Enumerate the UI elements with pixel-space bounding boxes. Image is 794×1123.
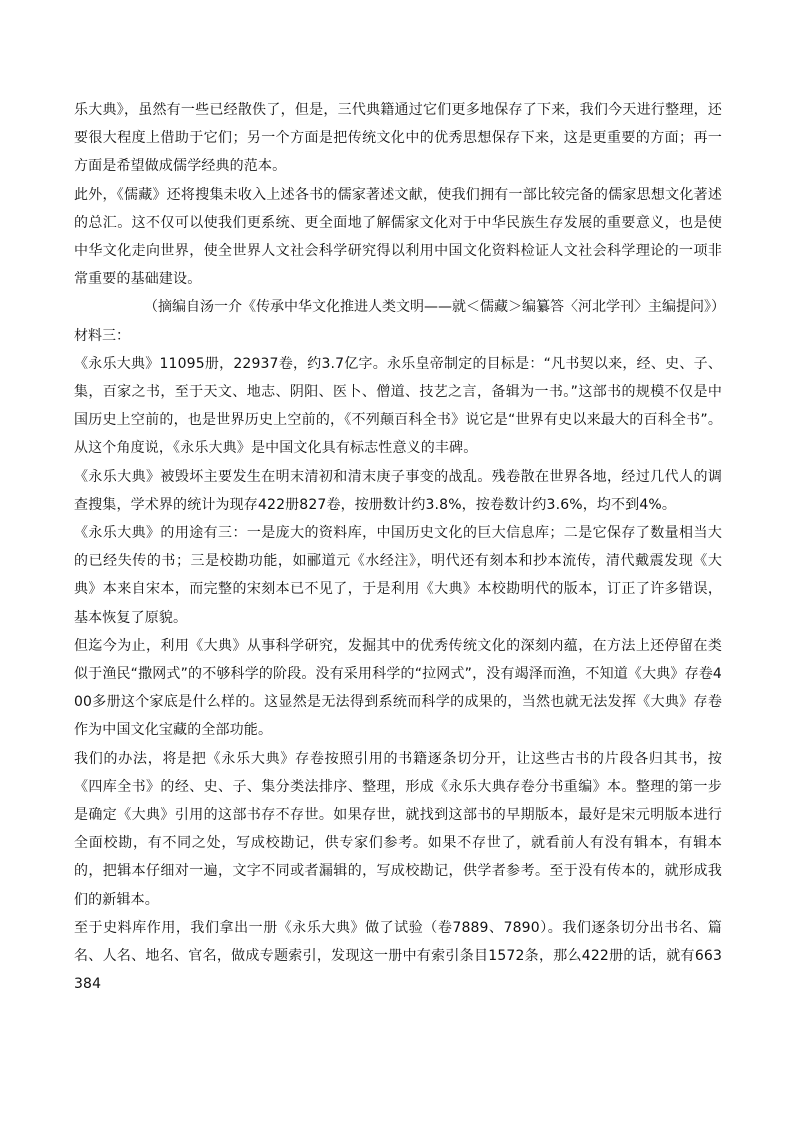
paragraph-yongle-scale: 《永乐大典》11095册，22937卷，约3.7亿字。永乐皇帝制定的目标是：“凡书契以来，经、史、子、集，百家之书，至于天文、地志、阴阳、医卜、僧道、技艺之言，备辑为一书。”这部书的规模不仅是中国历史上空前的，也是世界历史上空前的，《不列颠百科全书》说它是“世界有史以来最大的百科全书”。从这个角度说，《永乐大典》是中国文化具有标志性意义的丰碑。 [74,355,722,457]
paragraph-rucang-summary: 此外，《儒藏》还将搜集未收入上述各书的儒家著述文献，使我们拥有一部比较完备的儒家思想文化著述的总汇。这不仅可以使我们更系统、更全面地了解儒家文化对于中华民族生存发展的重要意义，也是使中华文化走向世界，使全世界人文社会科学研究得以利用中国文化资料检证人文社会科学理论的一项非常重要的基础建设。 [74,186,722,288]
document-body [74,96,725,999]
paragraph-index-experiment: 至于史料库作用，我们拿出一册《永乐大典》做了试验（卷7889、7890）。我们逐条切分出书名、篇名、人名、地名、官名，做成专题索引，发现这一册中有索引条目1572条，那么422册的话，就有663384 [74,919,722,993]
paragraph-intro-continuation: 乐大典》，虽然有一些已经散佚了，但是，三代典籍通过它们更多地保存了下来，我们今天进行整理，还要很大程度上借助于它们；另一个方面是把传统文化中的优秀思想保存下来，这是更重要的方面；再一方面是希望做成儒学经典的范本。 [74,102,722,175]
paragraph-yongle-uses: 《永乐大典》的用途有三：一是庞大的资料库，中国历史文化的巨大信息库；二是它保存了数量相当大的已经失传的书；三是校勘功能，如郦道元《水经注》，明代还有刻本和抄本流传，清代戴震发现《大典》本来自宋本，而完整的宋刻本已不见了，于是利用《大典》本校勘明代的版本，订正了许多错误，基本恢复了原貌。 [74,525,722,626]
paragraph-research-method: 但迄今为止，利用《大典》从事科学研究，发掘其中的优秀传统文化的深刻内蕴，在方法上还停留在类似于渔民“撒网式”的不够科学的阶段。没有采用科学的“拉网式”，没有竭泽而渔，不知道《大典》存卷400多册这个家底是什么样的。这显然是无法得到系统而科学的成果的，当然也就无法发挥《大典》存卷作为中国文化宝藏的全部功能。 [74,637,722,739]
paragraph-our-approach: 我们的办法，将是把《永乐大典》存卷按照引用的书籍逐条切分开，让这些古书的片段各归其书，按《四库全书》的经、史、子、集分类法排序、整理，形成《永乐大典存卷分书重编》本。整理的第一步是确定《大典》引用的这部书存不存世。如果存世，就找到这部书的早期版本，最好是宋元明版本进行全面校勘，有不同之处，写成校勘记，供专家们参考。如果不存世了，就看前人有没有辑本，有辑本的，把辑本仔细对一遍，文字不同或者漏辑的，写成校勘记，供学者参考。至于没有传本的，就形成我们的新辑本。 [74,750,722,908]
material-three-heading: 材料三： [74,327,130,344]
paragraph-yongle-destruction: 《永乐大典》被毁坏主要发生在明末清初和清末庚子事变的战乱。残卷散在世界各地，经过几代人的调查搜集，学术界的统计为现存422册827卷，按册数计约3.8%，按卷数计约3.6%，均不到4%。 [74,468,722,513]
source-attribution: （摘编自汤一介《传承中华文化推进人类文明——就＜儒藏＞编纂答〈河北学刊〉主编提问》） [144,299,725,316]
